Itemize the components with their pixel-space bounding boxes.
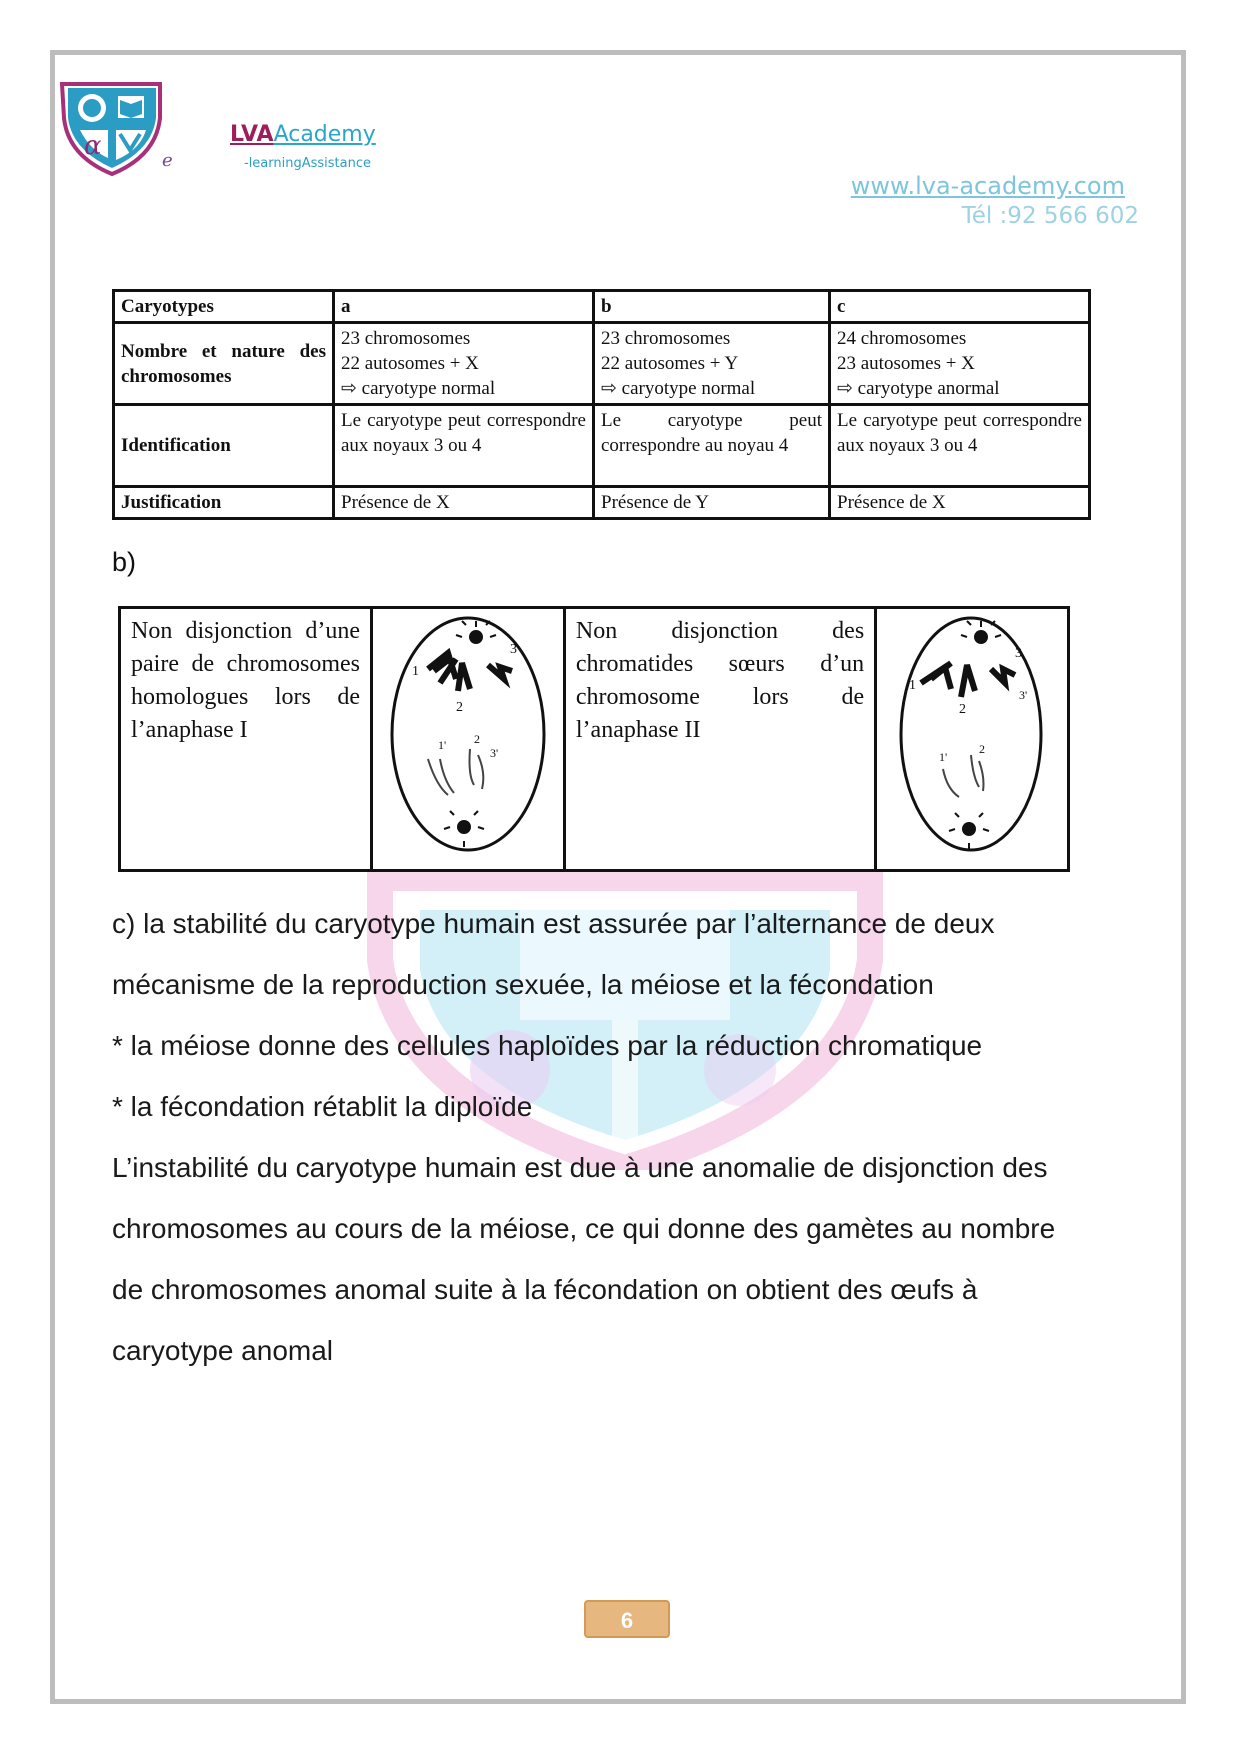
paragraph-line: * la méiose donne des cellules haploïdes par la réduction chromatique: [112, 1030, 983, 1061]
table-row: [114, 487, 1090, 519]
page-number-badge: 6: [584, 1600, 670, 1638]
fig-label: 1': [939, 750, 948, 764]
cell-division-anaphase-2-icon: [887, 609, 1057, 859]
table-cell: Le caryotype peut correspondre aux noyaux 3 ou 4: [830, 405, 1090, 487]
row-label-nombre: Nombre et nature des chromosomes: [114, 323, 334, 405]
figure-cell: [876, 608, 1069, 871]
paragraph-line: caryotype anomal: [112, 1335, 334, 1366]
phone-number: Tél :92 566 602: [961, 203, 1139, 229]
cell-line: 22 autosomes + X: [341, 353, 479, 374]
cell-line: 23 autosomes + X: [837, 353, 975, 374]
table-cell: Le caryotype peut correspondre au noyau 4: [594, 405, 830, 487]
table-row: [120, 608, 1069, 871]
table-row: [114, 323, 1090, 405]
header-cell: Caryotypes: [114, 291, 334, 323]
fig-label: 3: [509, 642, 517, 657]
table-cell: [594, 323, 830, 405]
table-cell: Présence de Y: [594, 487, 830, 519]
cell-line: 24 chromosomes: [837, 328, 967, 349]
fig-label: 2: [979, 742, 986, 756]
cell-division-anaphase-1-icon: [378, 609, 558, 859]
fig-label: 2: [455, 700, 463, 715]
table-cell: [830, 323, 1090, 405]
header-cell: a: [334, 291, 594, 323]
paragraph-line: * la fécondation rétablit la diploïde: [112, 1091, 533, 1122]
fig-label: 1': [437, 738, 447, 752]
brand-name: [230, 122, 376, 147]
cell-line: ⇨ caryotype normal: [601, 378, 756, 399]
cell-line: ⇨ caryotype normal: [341, 378, 496, 399]
paragraph-line: mécanisme de la reproduction sexuée, la méiose et la fécondation: [112, 969, 934, 1000]
section-b-label: b): [112, 547, 137, 577]
fig-label: 1: [411, 664, 419, 679]
cell-line: 23 chromosomes: [601, 328, 731, 349]
brand-academy: Academy: [273, 122, 376, 147]
row-label-identification: Identification: [114, 405, 334, 487]
table-cell: [334, 323, 594, 405]
cell-line: 23 chromosomes: [341, 328, 471, 349]
lva-logo-shield-icon: [56, 78, 168, 178]
figure-cell: [372, 608, 565, 871]
answer-text: [112, 893, 1142, 1381]
svg-text:α: α: [84, 131, 102, 161]
table-cell: Présence de X: [334, 487, 594, 519]
anaphase-1-text: Non disjonction d’une paire de chromosomes homologues lors de l’anaphase I: [120, 608, 372, 871]
brand-tagline: -learningAssistance: [244, 156, 371, 171]
fig-label: 1: [909, 678, 917, 693]
table-cell: Présence de X: [830, 487, 1090, 519]
anaphase-2-text: Non disjonction des chromatides sœurs d’un chromosome lors de l’anaphase II: [564, 608, 875, 871]
row-label-justification: Justification: [114, 487, 334, 519]
fig-label: 2: [473, 732, 480, 746]
paragraph-line: de chromosomes anomal suite à la fécondation on obtient des œufs à: [112, 1274, 978, 1305]
cell-line: 22 autosomes + Y: [601, 353, 739, 374]
header-cell: b: [594, 291, 830, 323]
paragraph-line: chromosomes au cours de la méiose, ce qui donne des gamètes au nombre: [112, 1213, 1056, 1244]
logo-e-letter: e: [162, 150, 173, 171]
table-row: [114, 291, 1090, 323]
paragraph-line: c) la stabilité du caryotype humain est assurée par l’alternance de deux: [112, 908, 995, 939]
header-cell: c: [830, 291, 1090, 323]
cell-line: ⇨ caryotype anormal: [837, 378, 1000, 399]
fig-label: 3': [1019, 688, 1028, 702]
disjunction-table: [118, 606, 1070, 872]
fig-label: 2: [959, 702, 967, 717]
paragraph-line: L’instabilité du caryotype humain est due à une anomalie de disjonction des: [112, 1152, 1048, 1183]
fig-label: 3: [1015, 646, 1023, 661]
karyotype-table: [112, 289, 1091, 520]
table-row: [114, 405, 1090, 487]
website-link[interactable]: www.lva-academy.com: [850, 172, 1125, 200]
brand-lva: LVA: [230, 122, 274, 147]
table-cell: Le caryotype peut correspondre aux noyaux 3 ou 4: [334, 405, 594, 487]
fig-label: 3': [489, 746, 499, 760]
